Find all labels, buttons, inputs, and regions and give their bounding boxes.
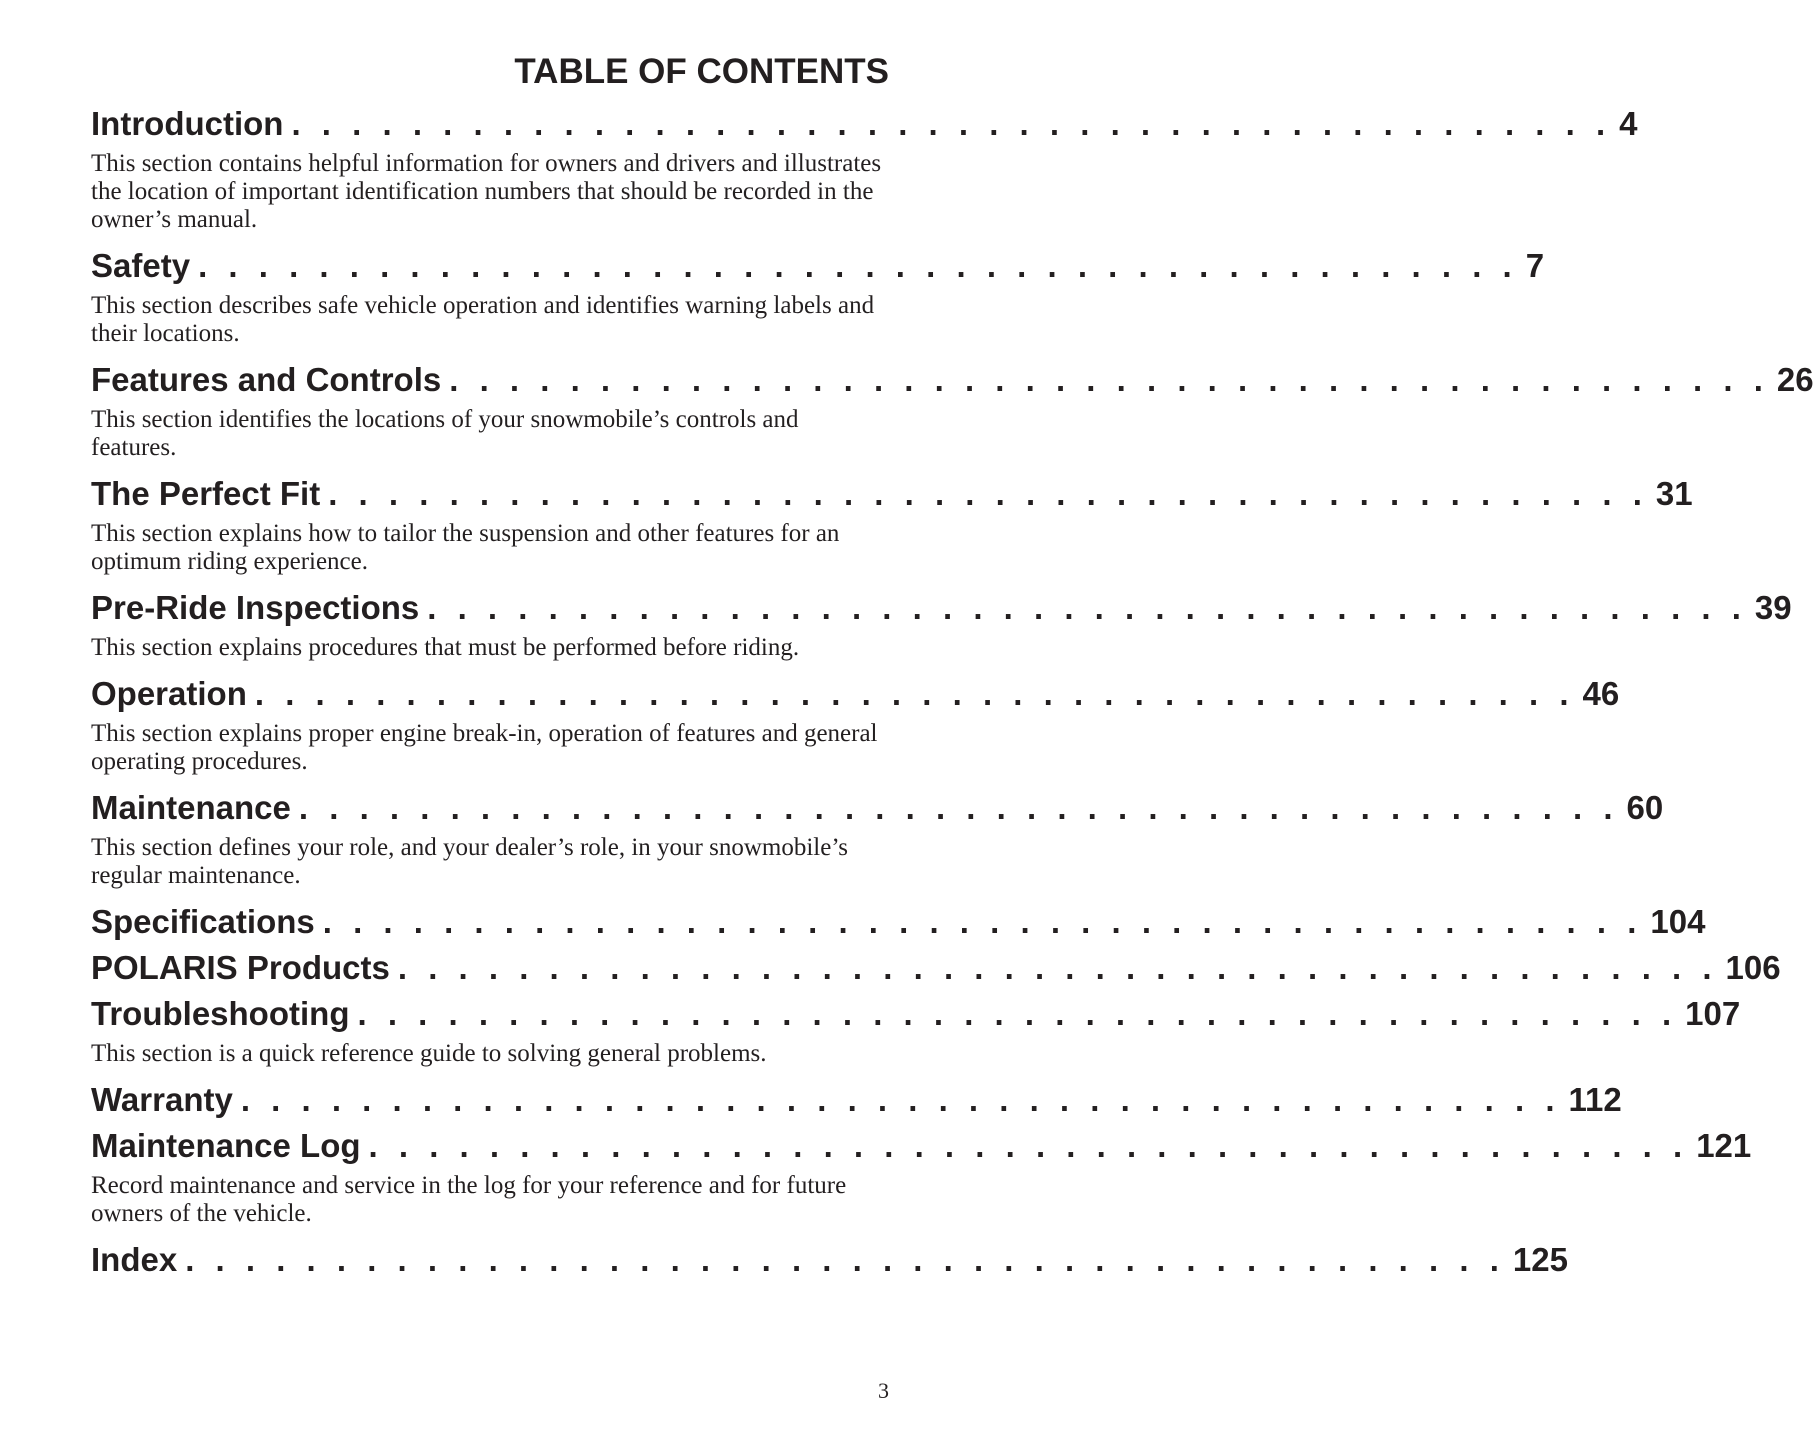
toc-heading[interactable] [91,786,1664,830]
toc-page-number: 107 [1685,995,1741,1032]
footer-page-number: 3 [878,1378,889,1403]
toc-label: Features and Controls [91,361,442,398]
toc-label: Index [91,1241,178,1278]
toc-label: Pre-Ride Inspections [91,589,420,626]
toc-description: This section explains how to tailor the suspension and other features for an optimum riding experience. [91,520,840,575]
toc-page-number: 106 [1725,949,1781,986]
dot-leader: . . . . . . . . . . . . . . . . . . . . . . . . . . . . . . . . . . . . . . . . . . . . [240,1081,1561,1118]
toc-page-number: 125 [1512,1241,1568,1278]
toc-heading[interactable] [91,1078,1622,1122]
toc-page-number: 60 [1626,789,1664,826]
toc-entry-maintenance [91,786,1664,890]
toc-page-number: 26 [1776,361,1814,398]
toc-label: Maintenance [91,789,291,826]
toc-heading[interactable] [91,900,1706,944]
dot-leader: . . . . . . . . . . . . . . . . . . . . . . . . . . . . . . . . . . . . . . . . . . . . [397,949,1718,986]
toc-page-number: 4 [1619,105,1638,142]
dot-leader: . . . . . . . . . . . . . . . . . . . . . . . . . . . . . . . . . . . . . . . . . . . . [185,1241,1505,1278]
toc-heading[interactable] [91,992,1741,1036]
toc-label: Maintenance Log [91,1127,361,1164]
toc-page-number: 121 [1696,1127,1752,1164]
toc-label: Warranty [91,1081,233,1118]
toc-page-number: 7 [1525,247,1545,284]
toc-page-number: 31 [1655,475,1693,512]
page-title: TABLE OF CONTENTS [514,52,889,91]
toc-page-number: 39 [1754,589,1792,626]
toc-entry-maintenance-log [91,1124,1752,1228]
toc-description: Record maintenance and service in the log for your reference and for future owners of the vehicle. [91,1172,847,1227]
toc-label: Safety [91,247,191,284]
toc-description: This section identifies the locations of your snowmobile’s controls and features. [91,406,799,461]
toc-page-number: 104 [1650,903,1706,940]
toc-entry-introduction [91,102,1638,234]
toc-entry-the-perfect-fit [91,472,1693,576]
dot-leader: . . . . . . . . . . . . . . . . . . . . . . . . . . . . . . . . . . . . . . . . . . . . [254,675,1575,712]
toc-heading[interactable] [91,672,1620,716]
toc-label: Troubleshooting [91,995,350,1032]
toc-heading[interactable] [91,102,1638,146]
toc-description: This section contains helpful information for owners and drivers and illustrates the location of important identification numbers that should be recorded in the owner’s manual. [91,150,882,233]
toc-entry-troubleshooting [91,992,1741,1068]
toc-heading[interactable] [91,472,1693,516]
toc-page [91,50,1814,1284]
toc-description: This section describes safe vehicle operation and identifies warning labels and their locations. [91,292,875,347]
dot-leader: . . . . . . . . . . . . . . . . . . . . . . . . . . . . . . . . . . . . . . . . . . . . [427,589,1747,626]
toc-description: This section is a quick reference guide to solving general problems. [91,1040,767,1067]
toc-page-number: 46 [1582,675,1620,712]
toc-heading[interactable] [91,358,1814,402]
toc-heading[interactable] [91,1238,1568,1282]
toc-heading[interactable] [91,1124,1752,1168]
toc-description: This section defines your role, and your dealer’s role, in your snowmobile’s regular maintenance. [91,834,849,889]
toc-entry-safety [91,244,1545,348]
toc-entry-specifications [91,900,1706,944]
toc-entry-features-and-controls [91,358,1814,462]
dot-leader: . . . . . . . . . . . . . . . . . . . . . . . . . . . . . . . . . . . . . . . . . . . . [298,789,1619,826]
toc-label: The Perfect Fit [91,475,321,512]
dot-leader: . . . . . . . . . . . . . . . . . . . . . . . . . . . . . . . . . . . . . . . . . . . . [198,247,1518,284]
dot-leader: . . . . . . . . . . . . . . . . . . . . . . . . . . . . . . . . . . . . . . . . . . . . [368,1127,1689,1164]
dot-leader: . . . . . . . . . . . . . . . . . . . . . . . . . . . . . . . . . . . . . . . . . . . . [322,903,1643,940]
dot-leader: . . . . . . . . . . . . . . . . . . . . . . . . . . . . . . . . . . . . . . . . . . . . [328,475,1648,512]
dot-leader: . . . . . . . . . . . . . . . . . . . . . . . . . . . . . . . . . . . . . . . . . . . . [357,995,1678,1032]
toc-heading[interactable] [91,244,1545,288]
toc-page-number: 112 [1568,1081,1622,1118]
toc-entry-polaris-products [91,946,1781,990]
toc-label: Operation [91,675,247,712]
toc-entry-operation [91,672,1620,776]
toc-entry-warranty [91,1078,1622,1122]
toc-entry-pre-ride-inspections [91,586,1792,662]
toc-description: This section explains procedures that must be performed before riding. [91,634,800,661]
toc-description: This section explains proper engine break-in, operation of features and general operating procedures. [91,720,878,775]
toc-label: Introduction [91,105,284,142]
toc-entry-index [91,1238,1568,1282]
toc-heading[interactable] [91,586,1792,630]
toc-heading[interactable] [91,946,1781,990]
toc-label: POLARIS Products [91,949,390,986]
dot-leader: . . . . . . . . . . . . . . . . . . . . . . . . . . . . . . . . . . . . . . . . . . . . [449,361,1769,398]
toc-label: Specifications [91,903,315,940]
dot-leader: . . . . . . . . . . . . . . . . . . . . . . . . . . . . . . . . . . . . . . . . . . . . [291,105,1612,142]
